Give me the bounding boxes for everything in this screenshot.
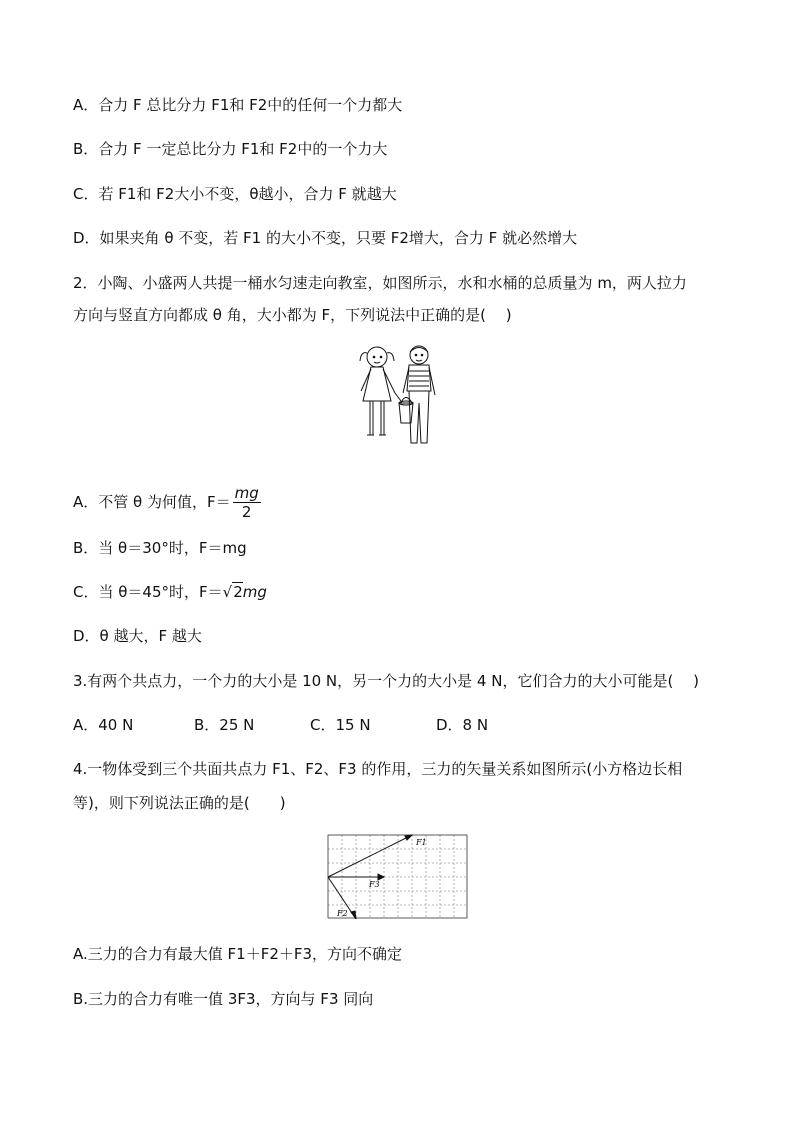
q2-option-b: B．当 θ＝30°时，F＝mg: [73, 539, 247, 557]
q3-options: [73, 714, 488, 736]
q2-option-c: [73, 581, 267, 603]
label-f1: F1: [416, 838, 427, 847]
fraction-denominator: 2: [241, 503, 252, 521]
q2-stem-line2: 方向与竖直方向都成 θ 角，大小都为 F，下列说法中正确的是( ): [73, 306, 512, 324]
q4-option-b: B.三力的合力有唯一值 3F3，方向与 F3 同向: [73, 990, 374, 1008]
fraction-numerator: mg: [234, 484, 259, 502]
q2-option-a-prefix: A．不管 θ 为何值，F＝: [73, 493, 231, 511]
q2-option-d: D．θ 越大，F 越大: [73, 627, 202, 645]
q3-option-d: D．8 N: [436, 716, 489, 734]
q4-stem-line2: 等)，则下列说法正确的是( ): [73, 794, 286, 812]
vector-f1: [328, 835, 412, 877]
label-f2: F2: [337, 909, 348, 918]
q3-option-b: B．25 N: [194, 716, 255, 734]
q2-option-a-fraction: [233, 484, 261, 521]
q1-option-a: A．合力 F 总比分力 F1和 F2中的任何一个力都大: [73, 96, 403, 114]
two-kids-carrying-bucket-figure: [355, 343, 438, 450]
q4-option-a: A.三力的合力有最大值 F1＋F2＋F3，方向不确定: [73, 945, 403, 963]
q2-option-a: [73, 484, 261, 521]
q4-stem-line1: 4.一物体受到三个共面共点力 F1、F2、F3 的作用，三力的矢量关系如图所示(小方格边长相: [73, 760, 683, 778]
q3-stem: 3.有两个共点力，一个力的大小是 10 N，另一个力的大小是 4 N，它们合力的大小可能是( ): [73, 672, 699, 690]
q2-stem-line1: 2．小陶、小盛两人共提一桶水匀速走向教室，如图所示，水和水桶的总质量为 m，两人拉力: [73, 274, 687, 292]
sqrt-radical-icon: √: [222, 583, 233, 601]
q3-option-c: C．15 N: [310, 716, 371, 734]
force-vector-grid-figure: [327, 834, 468, 919]
q1-option-d: D．如果夹角 θ 不变，若 F1 的大小不变，只要 F2增大，合力 F 就必然增大: [73, 229, 578, 247]
arrowhead-f1: [405, 835, 412, 840]
label-f3: F3: [369, 880, 380, 889]
q1-option-c: C．若 F1和 F2大小不变，θ越小，合力 F 就越大: [73, 185, 397, 203]
q1-option-b: B．合力 F 一定总比分力 F1和 F2中的一个力大: [73, 140, 388, 158]
q2-option-c-suffix: mg: [242, 583, 267, 601]
q3-option-a: A．40 N: [73, 716, 134, 734]
sqrt-radicand: 2: [233, 583, 243, 601]
q2-option-c-prefix: C．当 θ＝45°时，F＝: [73, 583, 223, 601]
